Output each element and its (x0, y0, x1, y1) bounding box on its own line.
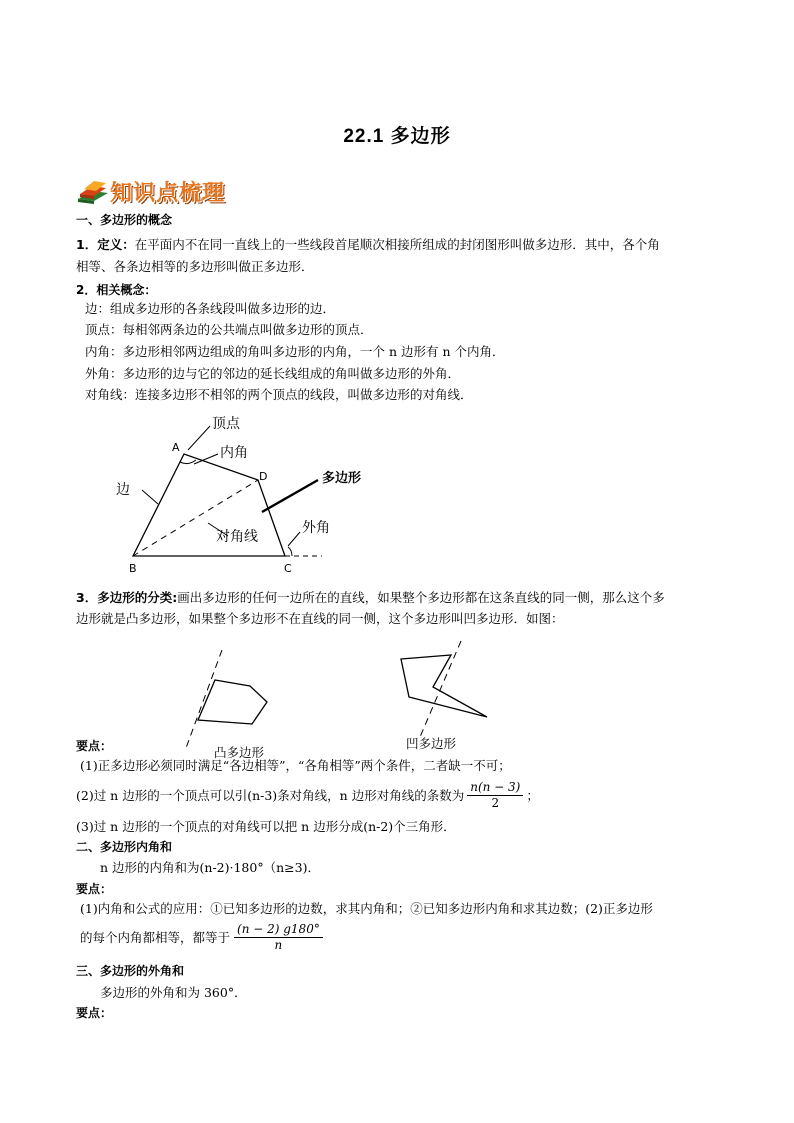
key-point-3: (3)过 n 边形的一个顶点的对角线可以把 n 边形分成(n-2)个三角形． (76, 819, 456, 834)
key-point-2-text: (2)过 n 边形的一个顶点可以引(n-3)条对角线，n 边形对角线的条数为 (76, 787, 465, 803)
key-points-label-2: 要点： (76, 882, 113, 896)
exterior-angle-arc (288, 547, 292, 556)
label-C: C (284, 562, 292, 575)
label-interior: 内角 (220, 445, 248, 461)
interior-angle-arc (180, 460, 196, 464)
concave-polygon (401, 655, 487, 717)
section1-heading: 一、多边形的概念 (76, 213, 173, 227)
label-vertex: 顶点 (212, 416, 240, 432)
application-line-2-text: 的每个内角都相等，都等于 (80, 929, 231, 945)
regular-fraction-denominator: n (274, 938, 283, 952)
concept-vertex: 顶点：每相邻两条边的公共端点叫做多边形的顶点． (85, 322, 373, 337)
label-A: A (172, 441, 180, 454)
classification-label: 3．多边形的分类: (76, 590, 178, 605)
regular-fraction-numerator: (n − 2) g180° (234, 922, 323, 938)
definition-label: 1．定义： (76, 237, 135, 252)
exterior-sum-formula: 多边形的外角和为 360°． (100, 985, 247, 1000)
key-points-label-1: 要点： (76, 739, 113, 753)
label-exterior: 外角 (302, 520, 330, 536)
diagonal-count-fraction (467, 780, 523, 811)
section2-heading: 二、多边形内角和 (76, 840, 173, 854)
concave-polygon-figure (395, 635, 495, 745)
key-point-2-end: ； (526, 787, 539, 803)
key-point-1: (1)正多边形必须同时满足“各边相等”，“各角相等”两个条件，二者缺一不可； (80, 758, 511, 773)
book-stack-icon (76, 179, 110, 205)
key-point-2 (76, 780, 539, 811)
concept-diagonal: 对角线：连接多边形不相邻的两个顶点的线段，叫做多边形的对角线． (85, 387, 473, 402)
label-B: B (129, 562, 137, 575)
label-side: 边 (116, 482, 130, 498)
polygon-diagram (100, 408, 400, 580)
label-polygon: 多边形 (322, 471, 362, 486)
definition-line-1 (76, 237, 660, 253)
label-D: D (259, 470, 268, 483)
key-points-label-3: 要点： (76, 1006, 113, 1020)
polygon-leader (262, 480, 318, 512)
label-diagonal: 对角线 (216, 529, 258, 545)
vertex-leader (188, 426, 210, 450)
side-leader (142, 490, 158, 504)
classification-text-1: 画出多边形的任何一边所在的直线，如果整个多边形都在这条直线的同一侧，那么这个多 (177, 590, 665, 605)
classification-line-2: 边形就是凸多边形，如果整个多边形不在直线的同一侧，这个多边形叫凹多边形．如图： (76, 611, 564, 626)
definition-text-1: 在平面内不在同一直线上的一些线段首尾顺次相接所组成的封闭图形叫做多边形．其中，各个角 (134, 237, 660, 252)
application-line-1: (1)内角和公式的应用：①已知多边形的边数，求其内角和；②已知多边形内角和求其边数；(2)正多边形 (80, 901, 653, 916)
page-title: 22.1 多边形 (343, 126, 451, 147)
classification-line-1 (76, 590, 665, 606)
exterior-leader (288, 532, 300, 546)
concepts-label: 2．相关概念： (76, 283, 157, 297)
application-line-2 (80, 922, 323, 953)
section-banner (76, 176, 225, 207)
section3-heading: 三、多边形的外角和 (76, 964, 185, 978)
concept-side: 边：组成多边形的各条线段叫做多边形的边． (85, 301, 336, 316)
concept-exterior-angle: 外角：多边形的边与它的邻边的延长线组成的角叫做多边形的外角． (85, 366, 461, 381)
convex-label: 凸多边形 (214, 745, 265, 760)
definition-line-2: 相等、各条边相等的多边形叫做正多边形． (76, 259, 314, 274)
convex-polygon-figure (170, 640, 280, 760)
regular-angle-fraction (234, 922, 323, 953)
fraction-numerator: n(n − 3) (467, 780, 523, 796)
banner-text: 知识点梳理 (110, 181, 226, 206)
concave-label: 凹多边形 (406, 736, 457, 751)
concept-interior-angle: 内角：多边形相邻两边组成的角叫多边形的内角，一个 n 边形有 n 个内角． (85, 344, 505, 359)
convex-dashed-line (186, 650, 222, 748)
interior-sum-formula: n 边形的内角和为(n-2)·180°（n≥3)． (100, 860, 320, 875)
fraction-denominator: 2 (491, 796, 500, 810)
